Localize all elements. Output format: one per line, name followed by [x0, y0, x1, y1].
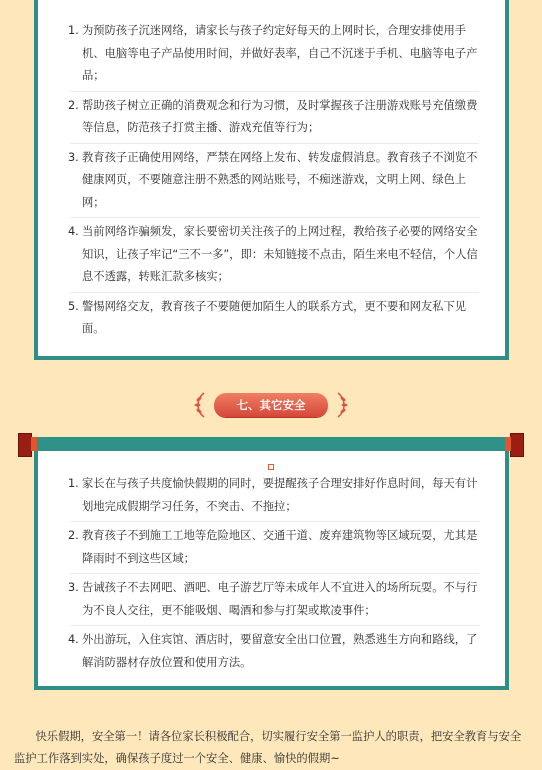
other-safety-card [34, 447, 509, 690]
list-item-text: 为预防孩子沉迷网络，请家长与孩子约定好每天的上网时长，合理安排使用手机、电脑等电子产品使用时间，并做好表率，自己不沉迷于手机、电脑等电子产品； [82, 24, 478, 82]
list-item-text: 家长在与孩子共度愉快假期的同时，要提醒孩子合理安排好作息时间，每天有计划地完成假期学习任务，不突击、不拖拉； [82, 477, 478, 513]
decorative-dot [268, 464, 274, 470]
other-safety-list [70, 473, 479, 680]
list-item-text: 教育孩子正确使用网络，严禁在网络上发布、转发虚假消息。教育孩子不浏览不健康网页，不要随意注册不熟悉的网站账号，不痴迷游戏，文明上网、绿色上网； [82, 150, 478, 209]
scroll-roller-cap-right [505, 437, 511, 451]
list-item-text: 教育孩子不到施工工地等危险地区、交通干道、废弃建筑物等区域玩耍，尤其是降雨时不到这些区域； [82, 529, 478, 565]
list-item-text: 警惕网络交友，教育孩子不要随便加陌生人的联系方式，更不要和网友私下见面。 [82, 299, 467, 335]
list-item: 2. 教育孩子不到施工工地等危险地区、交通干道、废弃建筑物等区域玩耍，尤其是降雨时不到这些区域； [70, 525, 479, 574]
scroll-bar-decoration [36, 437, 506, 451]
list-item-text: 帮助孩子树立正确的消费观念和行为习惯，及时掌握孩子注册游戏账号充值缴费等信息，防范孩子打赏主播、游戏充值等行为； [82, 98, 478, 134]
list-item: 5. 警惕网络交友，教育孩子不要随便加陌生人的联系方式，更不要和网友私下见面。 [68, 299, 467, 335]
scroll-roller-right [510, 433, 524, 457]
section-title: 七、其它安全 [236, 398, 306, 412]
list-item: 1. 为预防孩子沉迷网络，请家长与孩子约定好每天的上网时长，合理安排使用手机、电脑等电子产品使用时间，并做好表率，自己不沉迷于手机、电脑等电子产品； [70, 20, 479, 92]
list-item-text: 告诫孩子不去网吧、酒吧、电子游艺厅等未成年人不宜进入的场所玩耍。不与行为不良人交往，更不能吸烟、喝酒和参与打架或欺凌事件； [82, 581, 478, 617]
scroll-roller-cap-left [31, 437, 37, 451]
section-title-pill [214, 393, 328, 417]
list-item-text: 当前网络诈骗频发，家长要密切关注孩子的上网过程，教给孩子必要的网络安全知识，让孩子牢记“三不一多”，即：未知链接不点击，陌生来电不轻信，个人信息不透露，转账汇款多核实； [82, 225, 478, 283]
list-item: 3. 教育孩子正确使用网络，严禁在网络上发布、转发虚假消息。教育孩子不浏览不健康网页，不要随意注册不熟悉的网站账号，不痴迷游戏，文明上网、绿色上网； [70, 147, 479, 219]
internet-safety-card [34, 0, 509, 360]
list-item-text: 外出游玩，入住宾馆、酒店时，要留意安全出口位置，熟悉逃生方向和路线，了解消防器材存放位置和使用方法。 [82, 633, 478, 669]
section-header [0, 391, 542, 419]
list-item: 1. 家长在与孩子共度愉快假期的同时，要提醒孩子合理安排好作息时间，每天有计划地完成假期学习任务，不突击、不拖拉； [70, 473, 479, 522]
list-item: 4. 外出游玩，入住宾馆、酒店时，要留意安全出口位置，熟悉逃生方向和路线，了解消防器材存放位置和使用方法。 [68, 633, 478, 669]
closing-paragraph: 快乐假期，安全第一！请各位家长积极配合，切实履行安全第一监护人的职责，把安全教育与安全监护工作落到实处，确保孩子度过一个安全、健康、愉快的假期~ [14, 730, 522, 766]
scroll-roller-left [18, 433, 32, 457]
laurel-right-icon [335, 391, 349, 419]
list-item: 2. 帮助孩子树立正确的消费观念和行为习惯，及时掌握孩子注册游戏账号充值缴费等信息，防范孩子打赏主播、游戏充值等行为； [70, 95, 479, 144]
internet-safety-list [70, 20, 479, 347]
list-item: 4. 当前网络诈骗频发，家长要密切关注孩子的上网过程，教给孩子必要的网络安全知识，让孩子牢记“三不一多”，即：未知链接不点击，陌生来电不轻信，个人信息不透露，转账汇款多核实； [70, 221, 479, 293]
list-item: 3. 告诫孩子不去网吧、酒吧、电子游艺厅等未成年人不宜进入的场所玩耍。不与行为不良人交往，更不能吸烟、喝酒和参与打架或欺凌事件； [70, 577, 479, 626]
laurel-left-icon [193, 391, 207, 419]
